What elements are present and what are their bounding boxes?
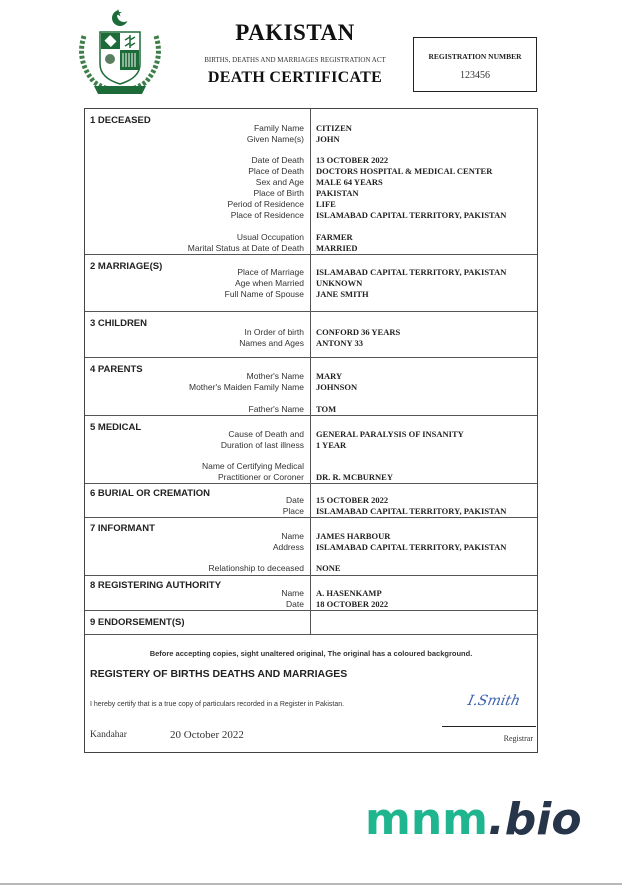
certification-statement: I hereby certify that is a true copy of particulars recorded in a Register in Pakistan. [90,701,345,708]
field-value: DOCTORS HOSPITAL & MEDICAL CENTER [316,166,493,176]
registration-number-value: 123456 [460,70,490,81]
certificate-table [84,108,538,753]
field-label: Given Name(s) [246,134,304,144]
field-label: Duration of last illness [220,440,304,450]
field-value: JOHN [316,134,340,144]
field-value: ISLAMABAD CAPITAL TERRITORY, PAKISTAN [316,210,507,220]
section-medical [85,416,537,484]
field-label: Date [286,495,304,505]
field-label: Address [272,542,304,552]
column-divider [310,255,311,311]
signature-line [442,726,536,727]
field-value: LIFE [316,199,336,209]
field-label: Age when Married [235,278,304,288]
section-heading: 2 MARRIAGE(S) [90,261,163,272]
column-divider [310,518,311,575]
section-parents [85,358,537,416]
field-label: Place [282,506,304,516]
section-burial [85,484,537,518]
column-divider [310,576,311,610]
field-value: ISLAMABAD CAPITAL TERRITORY, PAKISTAN [316,267,507,277]
registrar-signature: I.Smith [466,693,522,709]
field-label: Marital Status at Date of Death [187,243,304,253]
section-heading: 4 PARENTS [90,364,143,375]
field-label: Period of Residence [227,199,304,209]
field-label: Place of Birth [253,188,304,198]
registration-number-label: REGISTRATION NUMBER [428,52,522,61]
field-label: Cause of Death and [228,429,304,439]
section-heading: 9 ENDORSEMENT(S) [90,617,185,628]
registry-title: REGISTERY OF BIRTHS DEATHS AND MARRIAGES [90,668,348,680]
field-value: JANE SMITH [316,289,369,299]
issue-date: 20 October 2022 [170,729,244,741]
column-divider [310,484,311,517]
field-label: Practitioner or Coroner [218,472,304,482]
section-endorsements [85,611,537,635]
field-label: Place of Marriage [237,267,304,277]
field-label: Relationship to deceased [208,563,304,573]
field-value: TOM [316,404,337,414]
section-registering-authority [85,576,537,611]
section-heading: 7 INFORMANT [90,523,155,534]
authenticity-notice: Before accepting copies, sight unaltered original, The original has a coloured background. [149,649,473,658]
field-value: GENERAL PARALYSIS OF INSANITY [316,429,464,439]
field-label: Name [281,531,304,541]
field-label: Father's Name [248,404,304,414]
field-value: CONFORD 36 YEARS [316,327,401,337]
field-value: MALE 64 YEARS [316,177,383,187]
field-value: NONE [316,563,341,573]
field-label: Date of Death [251,155,304,165]
registration-number-box [413,37,537,92]
field-value: JOHNSON [316,382,358,392]
field-value: ISLAMABAD CAPITAL TERRITORY, PAKISTAN [316,506,507,516]
field-value: ISLAMABAD CAPITAL TERRITORY, PAKISTAN [316,542,507,552]
field-value: 1 YEAR [316,440,347,450]
pakistan-state-emblem-icon [72,6,168,98]
field-label: Names and Ages [239,338,304,348]
section-heading: 3 CHILDREN [90,318,148,329]
field-value: 18 OCTOBER 2022 [316,599,389,609]
column-divider [310,416,311,483]
field-label: Name [281,588,304,598]
section-heading: 5 MEDICAL [90,422,142,433]
section-deceased [85,109,537,255]
section-heading: 8 REGISTERING AUTHORITY [90,580,222,591]
field-value: 15 OCTOBER 2022 [316,495,389,505]
section-children [85,312,537,358]
field-value: PAKISTAN [316,188,359,198]
field-value: A. HASENKAMP [316,588,382,598]
field-label: Mother's Maiden Family Name [189,382,304,392]
field-label: Place of Residence [230,210,304,220]
bottom-divider [0,883,622,885]
mnm-bio-watermark [365,794,582,845]
section-marriage [85,255,537,312]
column-divider [310,312,311,357]
section-heading: 1 DECEASED [90,115,151,126]
field-label: Mother's Name [246,371,304,381]
field-value: ANTONY 33 [316,338,363,348]
field-label: Family Name [253,123,304,133]
field-label: Sex and Age [255,177,304,187]
field-label: Date [286,599,304,609]
section-informant [85,518,537,576]
registrar-label: Registrar [503,734,533,743]
field-value: JAMES HARBOUR [316,531,391,541]
field-label: Full Name of Spouse [224,289,304,299]
field-label: Place of Death [248,166,304,176]
document-title: DEATH CERTIFICATE [207,69,383,86]
field-value: CITIZEN [316,123,352,133]
field-value: UNKNOWN [316,278,363,288]
field-value: MARRIED [316,243,358,253]
field-label: Usual Occupation [236,232,304,242]
field-label: In Order of birth [244,327,304,337]
watermark-part2: .bio [488,794,582,845]
column-divider [310,611,311,634]
field-value: MARY [316,371,343,381]
act-subtitle: BIRTHS, DEATHS AND MARRIAGES REGISTRATION ACT [204,56,386,64]
field-value: DR. R. MCBURNEY [316,472,393,482]
country-title: PAKISTAN [235,20,355,45]
issue-place: Kandahar [90,730,127,740]
column-divider [310,358,311,415]
field-value: 13 OCTOBER 2022 [316,155,389,165]
section-heading: 6 BURIAL OR CREMATION [90,488,210,499]
column-divider [310,109,311,254]
field-label: Name of Certifying Medical [201,461,304,471]
field-value: FARMER [316,232,353,242]
watermark-part1: mnm [365,794,489,845]
